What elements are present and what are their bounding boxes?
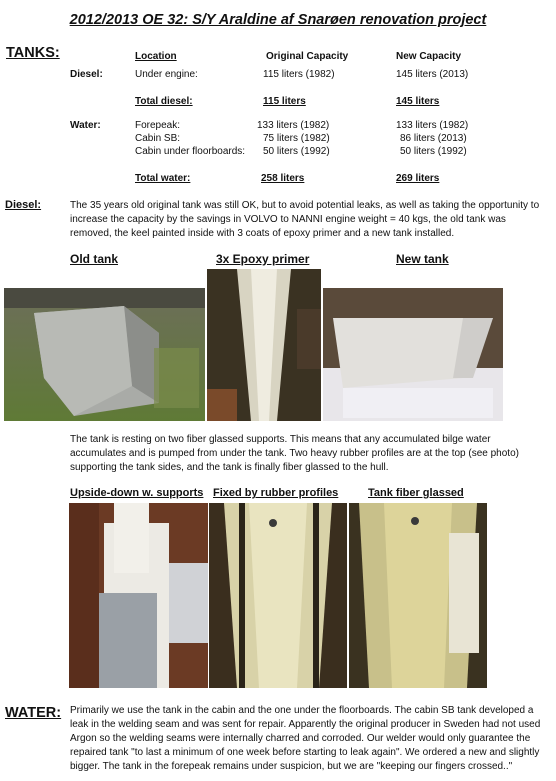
water-section-heading: WATER:: [5, 705, 62, 721]
caption-upside-down: Upside-down w. supports: [70, 487, 204, 499]
water-row-location: Forepeak:: [135, 120, 181, 131]
diesel-row-location: Under engine:: [135, 69, 198, 80]
water-total-label: Total water:: [135, 173, 191, 184]
water-row-new: 86 liters (2013): [400, 133, 467, 144]
water-row-location: Cabin SB:: [135, 133, 181, 144]
column-header-new: New Capacity: [396, 51, 462, 62]
tanks-heading: TANKS:: [6, 45, 60, 61]
water-row-new: 133 liters (1982): [396, 120, 469, 131]
caption-old-tank: Old tank: [70, 252, 119, 266]
water-row-original: 133 liters (1982): [257, 120, 330, 131]
water-paragraph: Primarily we use the tank in the cabin and the one under the floorboards. The cabin SB tank developed a leak in the welding seam and was sent for repair. Apparently the original producer in Sweden had not used Argon so the welding seams were internally charred and corroded. Our welder would only guarantee the repaired tank "to last a minimum of one week before starting to leak again". We ordered a new and slightly bigger. The tank in the forepeak remains under suspicion, but we are "keeping our fingers crossed..": [70, 705, 541, 772]
diesel-total-original: 115 liters: [263, 96, 306, 107]
caption-epoxy-primer: 3x Epoxy primer: [216, 252, 310, 266]
caption-new-tank: New tank: [396, 252, 449, 266]
diesel-section-heading: Diesel:: [5, 199, 42, 211]
water-row-original: 50 liters (1992): [263, 146, 330, 157]
page-title: 2012/2013 OE 32: S/Y Araldine af Snarøen renovation project: [69, 12, 487, 28]
support-paragraph: The tank is resting on two fiber glassed supports. This means that any accumulated bilge water accumulates and is pumped from under the tank. Two heavy rubber profiles are at the top (see photo) supporting the tank sides, and the tank is finally fiber glassed to the hull.: [70, 434, 519, 473]
water-row-original: 75 liters (1982): [263, 133, 330, 144]
old-tank-photo: [4, 288, 205, 421]
water-row-location: Cabin under floorboards:: [135, 146, 246, 157]
column-header-original: Original Capacity: [266, 51, 349, 62]
diesel-total-label: Total diesel:: [135, 96, 193, 107]
diesel-total-new: 145 liters: [396, 96, 440, 107]
water-row-new: 50 liters (1992): [400, 146, 467, 157]
water-total-new: 269 liters: [396, 173, 440, 184]
new-tank-photo: [323, 288, 503, 421]
diesel-row-original: 115 liters (1982): [263, 69, 335, 80]
column-header-location: Location: [135, 51, 177, 62]
diesel-row-new: 145 liters (2013): [396, 69, 469, 80]
upside-down-photo: [69, 503, 208, 688]
diesel-label: Diesel:: [70, 69, 103, 80]
rubber-profiles-photo: [209, 503, 347, 688]
caption-fiber-glassed: Tank fiber glassed: [368, 487, 464, 499]
epoxy-primer-photo: [207, 269, 321, 421]
water-total-original: 258 liters: [261, 173, 305, 184]
caption-rubber-profiles: Fixed by rubber profiles: [213, 487, 339, 499]
fiber-glassed-photo: [349, 503, 487, 688]
diesel-paragraph: The 35 years old original tank was still OK, but to avoid potential leaks, as well as taking the opportunity to increase the capacity by the savings in VOLVO to NANNI engine weight = 40 kgs, the old tank was removed, the keel painted inside with 3 coats of epoxy primer and a new tank installed.: [70, 200, 540, 239]
water-label: Water:: [70, 120, 101, 131]
